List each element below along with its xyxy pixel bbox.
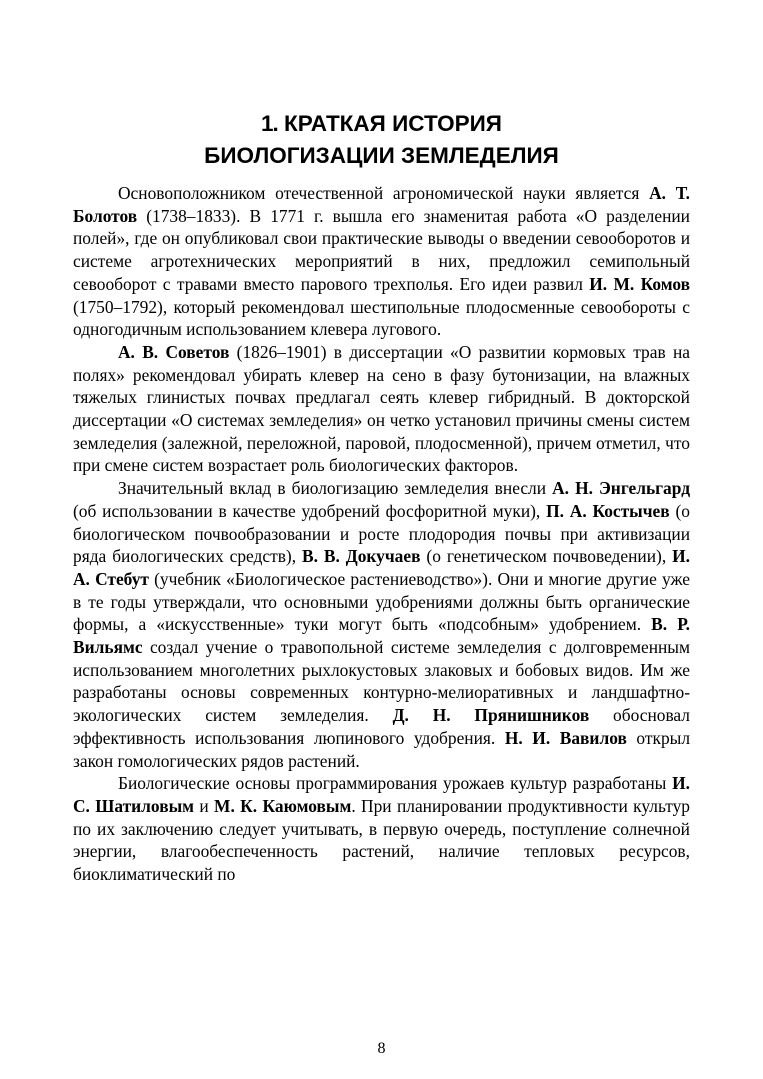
person-name: И. С. Шатиловым bbox=[73, 773, 690, 816]
text-run: (о биологическом почвообразовании и росте плодородия почвы при активизации ряда биологических средств), bbox=[73, 500, 690, 567]
text-run: (об использовании в качестве удобрений фосфоритной муки), bbox=[73, 500, 547, 521]
text-run: (1738–1833). В 1771 г. вышла его знаменитая работа «О разделении полей», где он опубликовал свои практические выводы о введении севооборотов и системе агротехнических мероприятий в них, предложил семипольный севооборот с травами вместо парового трехполья. Его идеи развил bbox=[73, 205, 690, 294]
text-run: Значительный вклад в биологизацию земледелия внесли bbox=[118, 478, 553, 499]
person-name: И. А. Стебут bbox=[73, 546, 690, 589]
chapter-title-line-2: БИОЛОГИЗАЦИИ ЗЕМЛЕДЕЛИЯ bbox=[204, 143, 559, 168]
chapter-number: 1. bbox=[261, 111, 278, 136]
text-run: обосновал эффективность использования люпинового удобрения. bbox=[73, 705, 690, 748]
person-name: Н. И. Вавилов bbox=[504, 727, 627, 748]
text-run: создал учение о травопольной системе земледелия с долговременным использованием многолетних рыхлокустовых злаковых и бобовых видов. Им же разработаны основы современных контурно-мелиоративных и ландшафтно-экологических систем земледелия. bbox=[73, 637, 690, 726]
text-run: Основоположником отечественной агрономической науки является bbox=[118, 183, 650, 203]
paragraph-contributors bbox=[73, 477, 690, 772]
text-run: открыл закон гомологических рядов растений. bbox=[73, 727, 691, 771]
text-run: и bbox=[194, 795, 215, 816]
person-name: М. К. Каюмовым bbox=[214, 795, 352, 816]
body-text bbox=[73, 182, 690, 886]
text-run: . При планировании продуктивности культур по их заключению следует учитывать, в первую очередь, поступление солнечной энергии, влагообеспеченность растений, наличие тепловых ресурсов, биоклиматический по bbox=[73, 795, 690, 885]
person-name: А. В. Советов bbox=[118, 341, 230, 362]
paragraph-bolotov bbox=[73, 182, 690, 341]
paragraph-programming bbox=[73, 772, 690, 886]
text-run: (о генетическом почвоведении), bbox=[420, 546, 673, 567]
chapter-title-text-1: КРАТКАЯ ИСТОРИЯ bbox=[284, 111, 502, 136]
text-run: (1826–1901) в диссертации «О развитии кормовых трав на полях» рекомендовал убирать клевер на сено в фазу бутонизации, на влажных тяжелых глинистых почвах предлагал сеять клевер гибридный. В докторской диссертации «О системах земледелия» он четко установил причины смены систем земледелия (залежной, переложной, паровой, плодосменной), причем отметил, что при смене систем возрастает роль биологических факторов. bbox=[73, 341, 690, 476]
page-content bbox=[73, 108, 690, 886]
text-run: (1750–1792), который рекомендовал шестипольные плодосменные севообороты с одногодичным использованием клевера лугового. bbox=[73, 296, 690, 340]
paragraph-sovetov bbox=[73, 341, 690, 477]
person-name: А. Н. Энгельгард bbox=[552, 478, 690, 499]
person-name: А. Т. Болотов bbox=[73, 183, 690, 226]
text-run: Биологические основы программирования урожаев культур разработаны bbox=[118, 773, 673, 794]
person-name: И. М. Комов bbox=[589, 273, 690, 294]
chapter-title-line-1 bbox=[73, 108, 690, 140]
text-run: (учебник «Биологическое растениеводство»). Они и многие другие уже в те годы утверждали, что основными удобрениями должны быть органические формы, а «искусственные» туки могут быть «подсобным» удобрением. bbox=[73, 568, 690, 635]
person-name: Д. Н. Прянишников bbox=[392, 705, 590, 726]
person-name: В. Р. Вильямс bbox=[73, 614, 691, 658]
person-name: В. В. Докучаев bbox=[301, 546, 421, 567]
page-number: 8 bbox=[377, 1040, 386, 1057]
person-name: П. А. Костычев bbox=[546, 500, 670, 521]
chapter-title bbox=[73, 108, 690, 172]
